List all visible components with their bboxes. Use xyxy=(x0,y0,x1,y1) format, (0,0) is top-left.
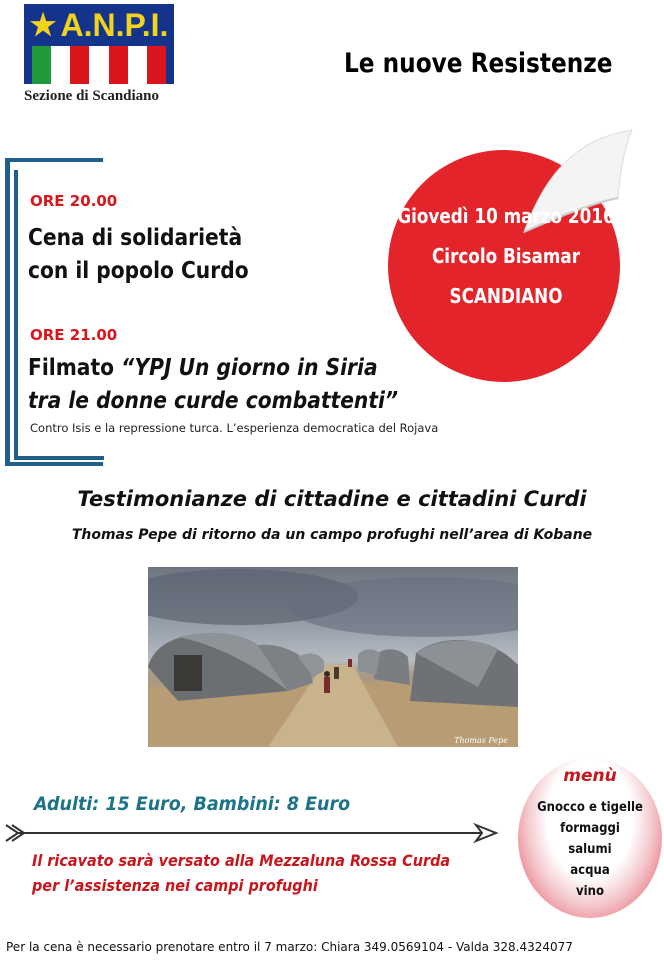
event-2-title-prefix: Filmato xyxy=(28,355,122,381)
event-2-subtitle: Contro Isis e la repressione turca. L’esperienza democratica del Rojava xyxy=(30,421,439,435)
bracket-inner-line xyxy=(14,170,18,456)
menu-title: menù xyxy=(563,766,617,786)
reservation-footer: Per la cena è necessario prenotare entro il 7 marzo: Chiara 349.0569104 - Valda 328.4324077 xyxy=(6,940,573,954)
logo-title xyxy=(24,6,174,44)
anpi-logo xyxy=(24,4,174,105)
headline: Le nuove Resistenze xyxy=(344,48,613,79)
menu-item: acqua xyxy=(570,863,610,878)
event-2-title-line1 xyxy=(28,352,398,385)
menu-item: vino xyxy=(575,884,605,899)
logo-title-text: A.N.P.I. xyxy=(60,6,169,43)
star-icon: ★ xyxy=(29,8,57,42)
flag-red-stripe-2 xyxy=(109,46,128,84)
badge-city: SCANDIANO xyxy=(449,284,563,308)
logo-subtitle: Sezione di Scandiano xyxy=(24,88,160,104)
event-2-title xyxy=(28,352,398,418)
badge-date: Giovedì 10 marzo 2016 xyxy=(397,204,615,228)
photo-scene xyxy=(148,567,518,747)
event-1-title xyxy=(28,222,249,288)
flag-red-stripe-3 xyxy=(147,46,166,84)
flag-white-stripe-3 xyxy=(128,46,147,84)
event-1-title-line1: Cena di solidarietà xyxy=(28,225,243,251)
testimony-subtitle: Thomas Pepe di ritorno da un campo profughi nell’area di Kobane xyxy=(71,527,593,543)
date-badge-text xyxy=(370,196,642,316)
event-1-title-line2: con il popolo Curdo xyxy=(28,258,249,284)
donation-note-line1: Il ricavato sarà versato alla Mezzaluna Rossa Curda xyxy=(32,851,451,870)
badge-venue: Circolo Bisamar xyxy=(431,244,581,268)
donation-note-line2: per l’assistenza nei campi profughi xyxy=(32,876,318,895)
logo-box xyxy=(24,4,174,84)
event-2-title-italic-2: tra le donne curde combattenti” xyxy=(28,388,398,414)
price-info: Adulti: 15 Euro, Bambini: 8 Euro xyxy=(34,793,351,815)
event-2-title-italic-1: “YPJ Un giorno in Siria xyxy=(121,355,378,381)
menu-list xyxy=(518,797,662,902)
italian-flag xyxy=(32,46,166,84)
menu-item: formaggi xyxy=(560,821,620,836)
flag-red-stripe xyxy=(70,46,89,84)
refugee-camp-photo xyxy=(148,567,518,747)
flag-white-stripe xyxy=(51,46,70,84)
bracket-inner-bottom xyxy=(14,456,104,460)
flag-green-stripe xyxy=(32,46,51,84)
donation-note xyxy=(32,848,450,898)
event-2-time: ORE 21.00 xyxy=(30,326,118,344)
event-2-title-line2 xyxy=(28,385,398,418)
flag-white-stripe-2 xyxy=(89,46,108,84)
arrow-divider-icon xyxy=(4,822,502,844)
menu-item: Gnocco e tigelle xyxy=(537,800,643,815)
testimony-title: Testimonianze di cittadine e cittadini Curdi xyxy=(77,487,587,511)
menu-item: salumi xyxy=(568,842,612,857)
photo-credit: Thomas Pepe xyxy=(454,736,508,745)
event-1-time: ORE 20.00 xyxy=(30,192,118,210)
